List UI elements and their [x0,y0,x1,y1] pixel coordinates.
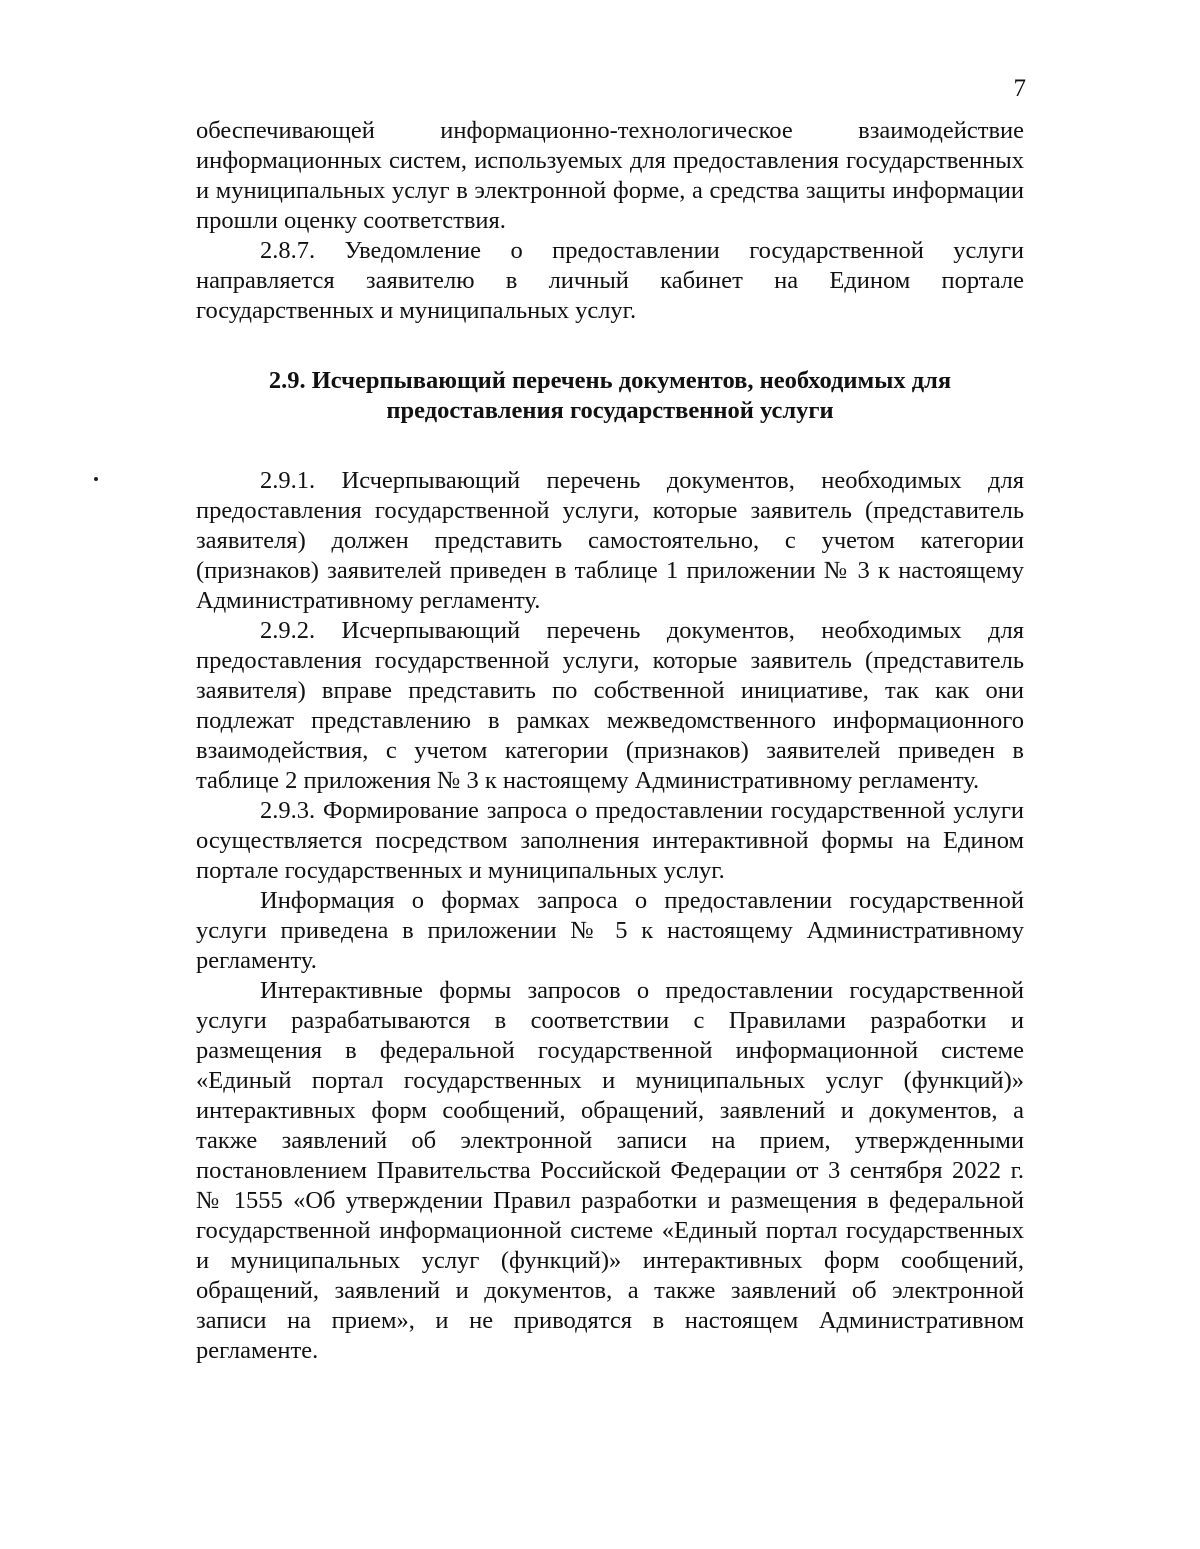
page-number: 7 [1013,75,1026,102]
paragraph-2-9-1: 2.9.1. Исчерпывающий перечень документов, необходимых для предоставления государственной услуги, которые заявитель (представитель заявителя) должен представить самостоятельно, с учетом категории (признаков) заявителей приведен в таблице 1 приложении № 3 к настоящему Административному регламенту. [196,467,1024,614]
section-heading-line-1: 2.9. Исчерпывающий перечень документов, необходимых для [268,367,952,394]
document-body [196,116,1024,1366]
paragraph-interactive-forms: Интерактивные формы запросов о предоставлении государственной услуги разрабатываются в соответствии с Правилами разработки и размещения в федеральной государственной информационной системе «Единый портал государственных и муниципальных услуг (функций)» интерактивных форм сообщений, обращений, заявлений и документов, а также заявлений об электронной записи на прием, утвержденными постановлением Правительства Российской Федерации от 3 сентября 2022 г. № 1555 «Об утверждении Правил разработки и размещения в федеральной государственной информационной системе «Единый портал государственных и муниципальных услуг (функций)» интерактивных форм сообщений, обращений, заявлений и документов, а также заявлений об электронной записи на прием», и не приводятся в настоящем Административном регламенте. [196,977,1024,1364]
scan-speck [94,477,98,481]
paragraph-2-9-3: 2.9.3. Формирование запроса о предоставлении государственной услуги осуществляется посредством заполнения интерактивной формы на Едином портале государственных и муниципальных услуг. [196,797,1024,884]
paragraph-continuation: обеспечивающей информационно-технологическое взаимодействие информационных систем, используемых для предоставления государственных и муниципальных услуг в электронной форме, а средства защиты информации прошли оценку соответствия. [196,117,1024,234]
section-heading-line-2: предоставления государственной услуги [386,397,834,424]
paragraph-2-9-2: 2.9.2. Исчерпывающий перечень документов, необходимых для предоставления государственной услуги, которые заявитель (представитель заявителя) вправе представить по собственной инициативе, так как они подлежат представлению в рамках межведомственного информационного взаимодействия, с учетом категории (признаков) заявителей приведен в таблице 2 приложения № 3 к настоящему Административному регламенту. [196,617,1024,794]
section-heading-2-9 [196,366,1024,426]
paragraph-2-8-7: 2.8.7. Уведомление о предоставлении государственной услуги направляется заявителю в личный кабинет на Едином портале государственных и муниципальных услуг. [196,237,1024,324]
paragraph-forms-info: Информация о формах запроса о предоставлении государственной услуги приведена в приложении № 5 к настоящему Административному регламенту. [196,887,1024,974]
